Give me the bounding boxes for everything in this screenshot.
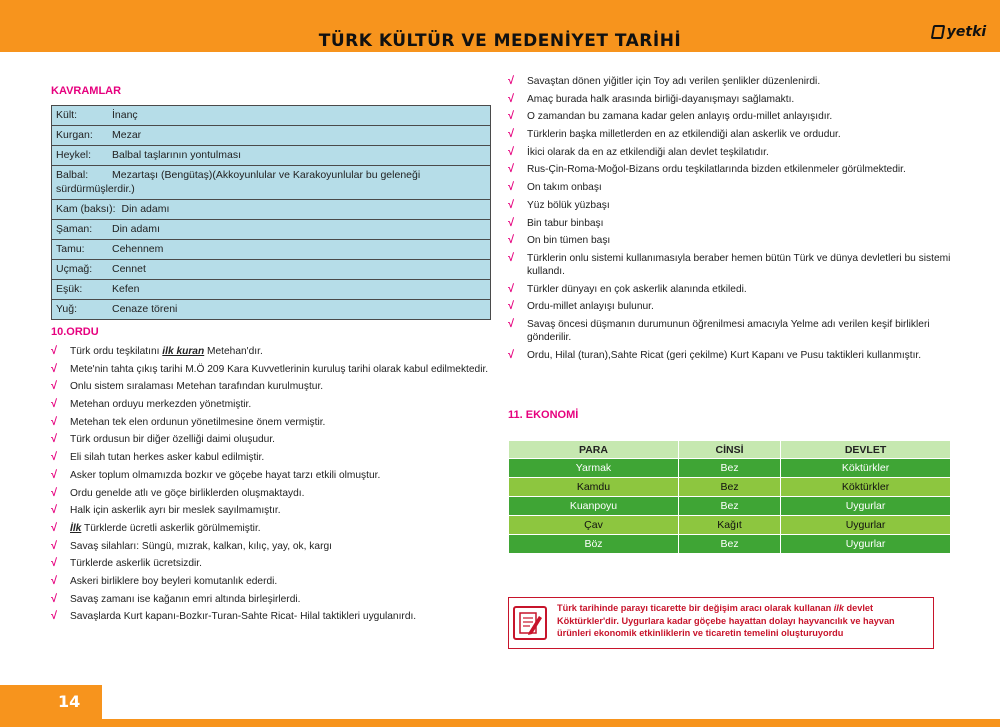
checkmark-icon: √ <box>51 415 58 428</box>
kavram-term: Kurgan: <box>56 129 93 141</box>
list-item <box>51 451 491 464</box>
kavramlar-row <box>52 240 491 260</box>
list-item <box>508 181 951 194</box>
kavramlar-cell <box>52 200 491 220</box>
list-item-text: Mete'nin tahta çıkış tarihi M.Ö 209 Kara Kuvvetlerinin kuruluş tarihi olarak kabul edilmektedir. <box>70 363 489 375</box>
table-cell: Kuanpoyu <box>509 497 679 516</box>
list-item <box>508 283 951 296</box>
list-item <box>508 199 951 212</box>
footer-white-area <box>102 685 1000 719</box>
kavramlar-cell <box>52 126 491 146</box>
list-item-text: Savaş zamanı ise kağanın emri altında birleşirlerdi. <box>70 593 301 605</box>
table-cell: Bez <box>678 478 780 497</box>
list-item-text: Ordu genelde atlı ve göçe birliklerden oluşmaktaydı. <box>70 487 305 499</box>
table-row <box>509 535 951 554</box>
list-item <box>51 575 491 588</box>
table-cell: Uygurlar <box>781 497 951 516</box>
kavram-term: Tamu: <box>56 243 85 255</box>
list-item-text: Savaş silahları: Süngü, mızrak, kalkan, kılıç, yay, ok, kargı <box>70 540 332 552</box>
checkmark-icon: √ <box>508 75 515 87</box>
kavram-definition: Cennet <box>112 263 146 275</box>
checkmark-icon: √ <box>51 592 58 605</box>
kavramlar-row <box>52 106 491 126</box>
list-item <box>51 345 491 358</box>
list-item <box>508 349 951 362</box>
checkmark-icon: √ <box>508 128 515 141</box>
list-item <box>508 110 951 123</box>
checkmark-icon: √ <box>508 234 515 247</box>
list-item <box>508 75 951 88</box>
kavram-definition: İnanç <box>112 109 138 121</box>
table-row <box>509 478 951 497</box>
list-item-text: On takım onbaşı <box>527 182 602 194</box>
ordu-continued-list <box>508 75 951 366</box>
note-text: Türk tarihinde parayı ticarette bir değişim aracı olarak kullanan ilk devlet Köktürkler'dir. Uygurlara kadar göçebe hayattan dolayı hayvancılık ve hayvan ürünleri ekonomik etkinliklerin ve ticaretin temelini oluşturuyordu <box>557 603 895 638</box>
kavramlar-table <box>51 105 491 320</box>
checkmark-icon: √ <box>508 163 515 176</box>
checkmark-icon: √ <box>51 380 58 393</box>
list-item <box>51 522 491 535</box>
list-item-text: Savaş öncesi düşmanın durumunun öğrenilmesi amacıyla Yelme adı verilen keşif birlikleri gönderilir. <box>527 318 930 343</box>
list-item-text: Yüz bölük yüzbaşı <box>527 199 610 211</box>
table-row <box>509 516 951 535</box>
list-item <box>508 93 951 106</box>
list-item-text: Savaştan dönen yiğitler için Toy adı verilen şenlikler düzenlenirdi. <box>527 76 821 87</box>
kavramlar-row <box>52 300 491 320</box>
list-item-text: İkici olarak da en az etkilendiği alan devlet teşkilatıdır. <box>527 146 769 158</box>
list-item <box>508 234 951 247</box>
ekonomi-table <box>508 440 951 554</box>
list-item-text: Eli silah tutan herkes asker kabul edilmiştir. <box>70 452 265 464</box>
table-cell: Yarmak <box>509 459 679 478</box>
ordu-title: 10.ORDU <box>51 326 99 338</box>
table-cell: Köktürkler <box>781 459 951 478</box>
list-item-text: Türklerin onlu sistemi kullanımasıyla beraber hemen bütün Türk ve dünya devletleri bu sistemi kullandı. <box>527 252 951 277</box>
list-item-text: Amaç burada halk arasında birliği-dayanışmayı sağlamaktı. <box>527 93 795 105</box>
logo-icon <box>931 25 945 39</box>
list-item <box>51 433 491 446</box>
list-item-text: On bin tümen başı <box>527 235 611 247</box>
kavram-definition: Kefen <box>112 283 140 295</box>
checkmark-icon: √ <box>508 92 515 105</box>
kavram-term: Yuğ: <box>56 303 78 315</box>
kavramlar-row <box>52 260 491 280</box>
kavramlar-cell <box>52 106 491 126</box>
kavramlar-row <box>52 166 491 200</box>
checkmark-icon: √ <box>508 198 515 211</box>
checkmark-icon: √ <box>51 468 58 481</box>
kavram-definition: Cehennem <box>112 243 164 255</box>
checkmark-icon: √ <box>508 282 515 295</box>
list-item <box>51 380 491 393</box>
checkmark-icon: √ <box>51 504 58 517</box>
kavramlar-row <box>52 126 491 146</box>
kavram-term: Kült: <box>56 109 78 121</box>
list-item <box>51 416 491 429</box>
checkmark-icon: √ <box>51 345 58 357</box>
kavramlar-row <box>52 200 491 220</box>
checkmark-icon: √ <box>51 486 58 499</box>
list-item-text: Halk için askerlik ayrı bir meslek sayılmamıştır. <box>70 505 281 517</box>
ordu-list <box>51 345 491 628</box>
kavram-term: Heykel: <box>56 149 92 161</box>
list-item <box>51 540 491 553</box>
kavram-term: Kam (baksı): <box>56 203 116 215</box>
table-row <box>509 497 951 516</box>
kavram-term: Eşük: <box>56 283 83 295</box>
kavramlar-cell <box>52 146 491 166</box>
table-cell: Böz <box>509 535 679 554</box>
kavram-term: Uçmağ: <box>56 263 93 275</box>
kavramlar-title: KAVRAMLAR <box>51 85 122 97</box>
checkmark-icon: √ <box>508 181 515 194</box>
kavram-definition: Din adamı <box>112 223 160 235</box>
list-item <box>51 487 491 500</box>
table-cell: Bez <box>678 535 780 554</box>
kavram-definition: Balbal taşlarının yontulması <box>112 149 241 161</box>
list-item-text: Savaşlarda Kurt kapanı-Bozkır-Turan-Sahte Ricat- Hilal taktikleri uygulanırdı. <box>70 611 417 623</box>
list-item-text: Türklerde ücretli askerlik görülmemiştir. <box>81 522 261 534</box>
list-item-text: Rus-Çin-Roma-Moğol-Bizans ordu teşkilatlarında bizden etkilenmeler görülmektedir. <box>527 164 906 176</box>
list-item <box>508 217 951 230</box>
list-item-text: O zamandan bu zamana kadar gelen anlayış ordu-millet anlayışıdır. <box>527 111 833 123</box>
kavram-definition: Mezartaşı (Bengütaş)(Akkoyunlular ve Karakoyunlular bu geleneği sürdürmüşlerdir.) <box>56 169 421 195</box>
checkmark-icon: √ <box>508 110 515 123</box>
checkmark-icon: √ <box>51 557 58 570</box>
kavram-term: Balbal: <box>56 169 89 181</box>
checkmark-icon: √ <box>508 145 515 158</box>
kavramlar-row <box>52 220 491 240</box>
page-title: TÜRK KÜLTÜR VE MEDENİYET TARİHİ <box>318 31 682 51</box>
list-item-text: Türklerin başka milletlerden en az etkilendiği alan askerlik ve ordudur. <box>527 129 841 141</box>
publisher-logo <box>926 14 992 50</box>
kavram-definition: Din adamı <box>121 203 170 215</box>
checkmark-icon: √ <box>508 251 515 264</box>
table-cell: Uygurlar <box>781 535 951 554</box>
table-cell: Kamdu <box>509 478 679 497</box>
column-header: DEVLET <box>781 441 951 459</box>
checkmark-icon: √ <box>508 317 515 330</box>
list-item-text: Türk ordu teşkilatını <box>70 346 163 357</box>
checkmark-icon: √ <box>51 398 58 411</box>
table-cell: Çav <box>509 516 679 535</box>
list-item-text: Metehan tek elen ordunun yönetilmesine önem vermiştir. <box>70 416 326 428</box>
checkmark-icon: √ <box>51 610 58 623</box>
table-cell: Köktürkler <box>781 478 951 497</box>
list-item <box>51 504 491 517</box>
kavramlar-cell <box>52 260 491 280</box>
checkmark-icon: √ <box>51 433 58 446</box>
checkmark-icon: √ <box>508 300 515 313</box>
note-pencil-icon <box>513 606 547 640</box>
list-item <box>508 318 951 344</box>
ekonomi-title: 11. EKONOMİ <box>508 409 579 421</box>
kavramlar-cell <box>52 280 491 300</box>
list-item-text: Onlu sistem sıralaması Metehan tarafından kurulmuştur. <box>70 381 324 393</box>
list-item <box>51 610 491 623</box>
list-item-text: Metehan'dır. <box>204 346 263 357</box>
table-cell: Bez <box>678 497 780 516</box>
list-item <box>508 128 951 141</box>
kavram-term: Şaman: <box>56 223 93 235</box>
list-item-text: Türkler dünyayı en çok askerlik alanında etkiledi. <box>527 283 747 295</box>
table-row <box>509 459 951 478</box>
checkmark-icon: √ <box>51 362 58 375</box>
logo-text: yetki <box>946 24 987 40</box>
checkmark-icon: √ <box>51 574 58 587</box>
list-item <box>51 557 491 570</box>
page-number: 14 <box>58 692 81 711</box>
list-item <box>51 398 491 411</box>
kavramlar-row <box>52 146 491 166</box>
kavram-definition: Mezar <box>112 129 142 141</box>
list-item <box>51 363 491 376</box>
list-item-text: Ordu-millet anlayışı bulunur. <box>527 301 654 313</box>
emphasis-text: ilk kuran <box>162 346 205 357</box>
list-item-text: Türk ordusun bir diğer özelliği daimi oluşudur. <box>70 434 275 446</box>
checkmark-icon: √ <box>51 539 58 552</box>
kavramlar-cell <box>52 300 491 320</box>
list-item <box>508 252 951 278</box>
column-header: CİNSİ <box>678 441 780 459</box>
kavram-definition: Cenaze töreni <box>112 303 178 315</box>
column-header: PARA <box>509 441 679 459</box>
table-cell: Kağıt <box>678 516 780 535</box>
list-item <box>51 593 491 606</box>
checkmark-icon: √ <box>51 521 58 534</box>
checkmark-icon: √ <box>51 451 58 464</box>
list-item <box>508 300 951 313</box>
emphasis-text: İlk <box>70 522 82 534</box>
list-item-text: Bin tabur binbaşı <box>527 217 604 229</box>
kavramlar-row <box>52 280 491 300</box>
info-note-box <box>508 597 934 649</box>
list-item-text: Metehan orduyu merkezden yönetmiştir. <box>70 399 252 411</box>
kavramlar-cell <box>52 166 491 200</box>
table-cell: Uygurlar <box>781 516 951 535</box>
list-item <box>508 163 951 176</box>
list-item-text: Askeri birliklere boy beyleri komutanlık ederdi. <box>70 575 278 587</box>
list-item <box>51 469 491 482</box>
kavramlar-cell <box>52 220 491 240</box>
checkmark-icon: √ <box>508 216 515 229</box>
table-cell: Bez <box>678 459 780 478</box>
list-item-text: Asker toplum olmamızda bozkır ve göçebe hayat tarzı etkili olmuştur. <box>70 469 381 481</box>
list-item-text: Türklerde askerlik ücretsizdir. <box>70 558 202 570</box>
kavramlar-cell <box>52 240 491 260</box>
list-item-text: Ordu, Hilal (turan),Sahte Ricat (geri çekilme) Kurt Kapanı ve Pusu taktikleri kullanmıştır. <box>527 349 922 361</box>
footer-band <box>0 685 1000 727</box>
checkmark-icon: √ <box>508 348 515 361</box>
list-item <box>508 146 951 159</box>
